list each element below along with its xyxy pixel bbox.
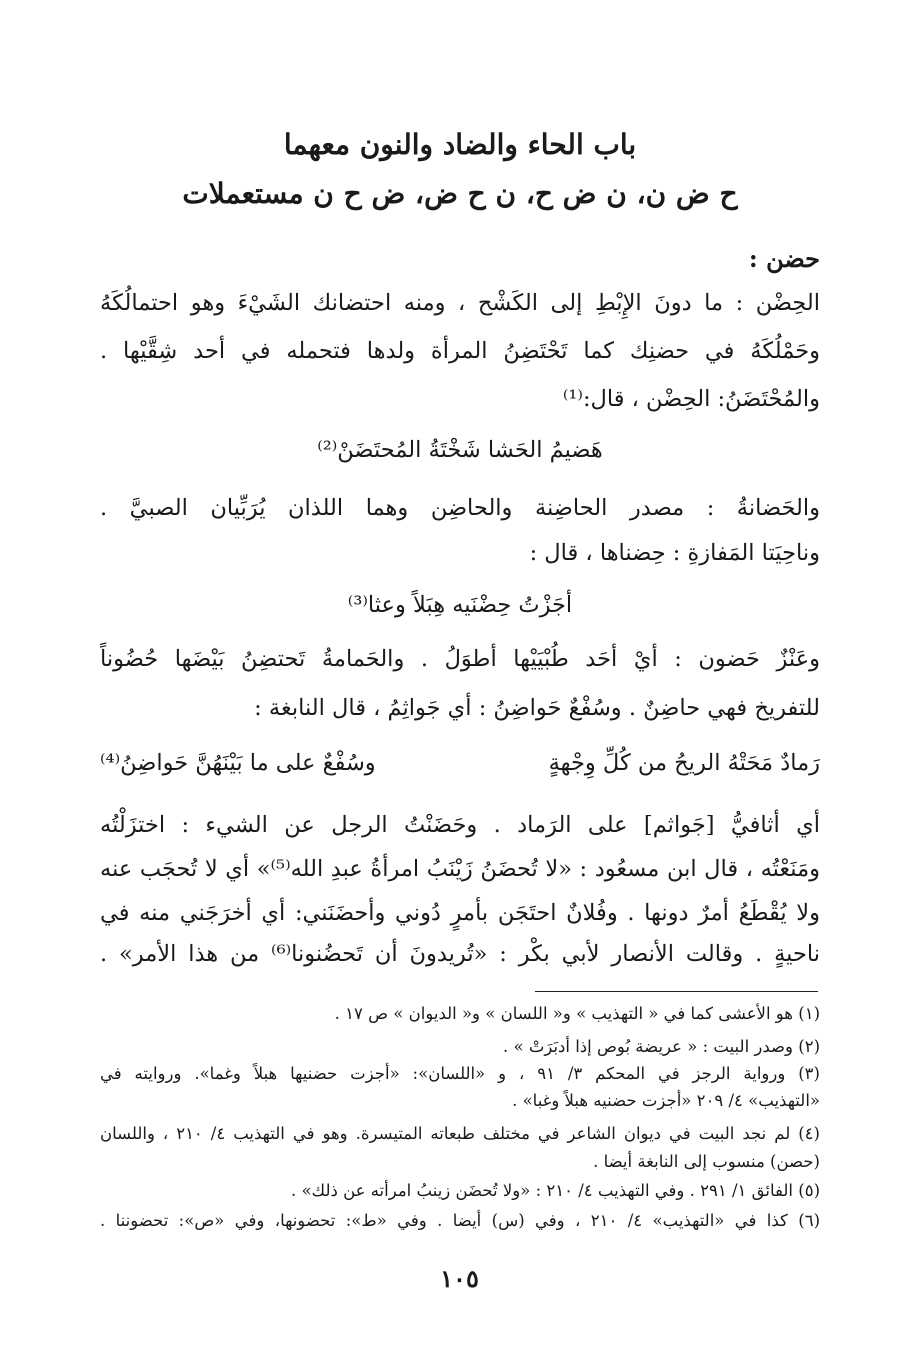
footnote: (١) هو الأعشى كما في « التهذيب » و« اللسان » و« الديوان » ص ١٧ . (334, 1004, 820, 1023)
text-line: للتفريخ فهي حاضِنٌ . وسُفْعٌ حَواضِنُ : أي جَواثِمُ ، قال النابغة : (254, 695, 820, 721)
footnote: (٦) كذا في «التهذيب» ٤/ ٢١٠ ، وفي (س) أيضا . وفي «ط»: تحضونها، وفي «ص»: تحضوننا . (100, 1211, 821, 1230)
text-line: ناحيةٍ . وقالت الأنصار لأبي بكْر : «تُريدونَ أن تَحضُنونا⁽⁶⁾ من هذا الأمر» . (100, 941, 821, 967)
footnote: (حصن) منسوب إلى النابغة أيضا . (593, 1152, 820, 1171)
text-line: وعَنْزٌ حَضون : أيْ أحَد طُبْيَيْها أطوَلُ . والحَمامةُ تَحتضِنُ بَيْضَها حُضُوناً (100, 646, 820, 672)
footnote: (٥) الفائق ١/ ٢٩١ . وفي التهذيب ٤/ ٢١٠ : «ولا تُحضَن زينبُ امرأته عن ذلك» . (290, 1181, 820, 1200)
text-line: الحِضْن : ما دونَ الإِبْطِ إلى الكَشْح ، ومنه احتضانك الشَيْءَ وهو احتمالُكَهُ (100, 290, 820, 316)
text-line: وحَمْلُكَهُ في حضنِك كما تَحْتَضِنُ المرأة ولدها فتحمله في أحد شِقَّيْها . (100, 338, 820, 364)
verse-hemistich-first: رَمادٌ مَحَتْهُ الريحُ من كُلِّ وِجْهةٍ (548, 750, 820, 776)
text-line: والمُحْتَضَنُ: الحِضْن ، قال:⁽¹⁾ (562, 386, 820, 412)
text-line: ولا يُقْطَعُ أمرٌ دونها . وفُلانٌ احتَجَن بأمرٍ دُوني وأحضَنَني: أي أخرَجَني منه في (100, 900, 820, 926)
verse-line: أجَزْتُ حِضْنَيه هِبَلاً وعثا⁽³⁾ (347, 592, 573, 618)
footnote-separator (535, 991, 818, 992)
footnote: (٣) ورواية الرجز في المحكم ٣/ ٩١ ، و «اللسان»: «أجزت حضنيها هبلاً وغما». وروايته في (100, 1064, 820, 1083)
chapter-title: باب الحاء والضاد والنون معهما (283, 128, 637, 161)
text-line: والحَضانةُ : مصدر الحاضِنة والحاضِن وهما اللذان يُرَبِّيان الصبيَّ . (100, 495, 820, 521)
footnote: (٢) وصدر البيت : « عريضة بُوص إذا أدبَرَتْ » . (502, 1037, 820, 1056)
verse-couplet (100, 750, 820, 776)
chapter-subtitle: ح ض ن، ن ض ح، ن ح ض، ض ح ن مستعملات (182, 177, 738, 210)
text-line: وناحِيَتا المَفازةِ : حِضناها ، قال : (529, 540, 820, 566)
verse-line: هَضيمُ الحَشا شَخْتَةُ المُحتَضَنْ⁽²⁾ (317, 437, 603, 463)
entry-headword: حضن : (748, 244, 820, 273)
page-number: ١٠٥ (440, 1264, 479, 1293)
text-line: أي أثافيُّ [جَواثم] على الرَماد . وحَضَنْتُ الرجل عن الشيء : اختزَلْتُه (100, 812, 820, 838)
footnote: (٤) لم نجد البيت في ديوان الشاعر في مختلف طبعاته المتيسرة. وهو في التهذيب ٤/ ٢١٠ ، واللسان (100, 1124, 820, 1143)
verse-hemistich-second: وسُفْعٌ على ما بَيْنَهُنَّ حَواضِنُ⁽⁴⁾ (100, 750, 376, 776)
text-line: ومَنَعْتُه ، قال ابن مسعُود : «لا تُحضَنُ زَيْنَبُ امرأةُ عبدِ الله⁽⁵⁾» أي لا تُحجَب عنه (100, 856, 820, 882)
footnote: «التهذيب» ٤/ ٢٠٩ «أجزت حضنيه هبلاً وغبا» . (512, 1091, 820, 1110)
